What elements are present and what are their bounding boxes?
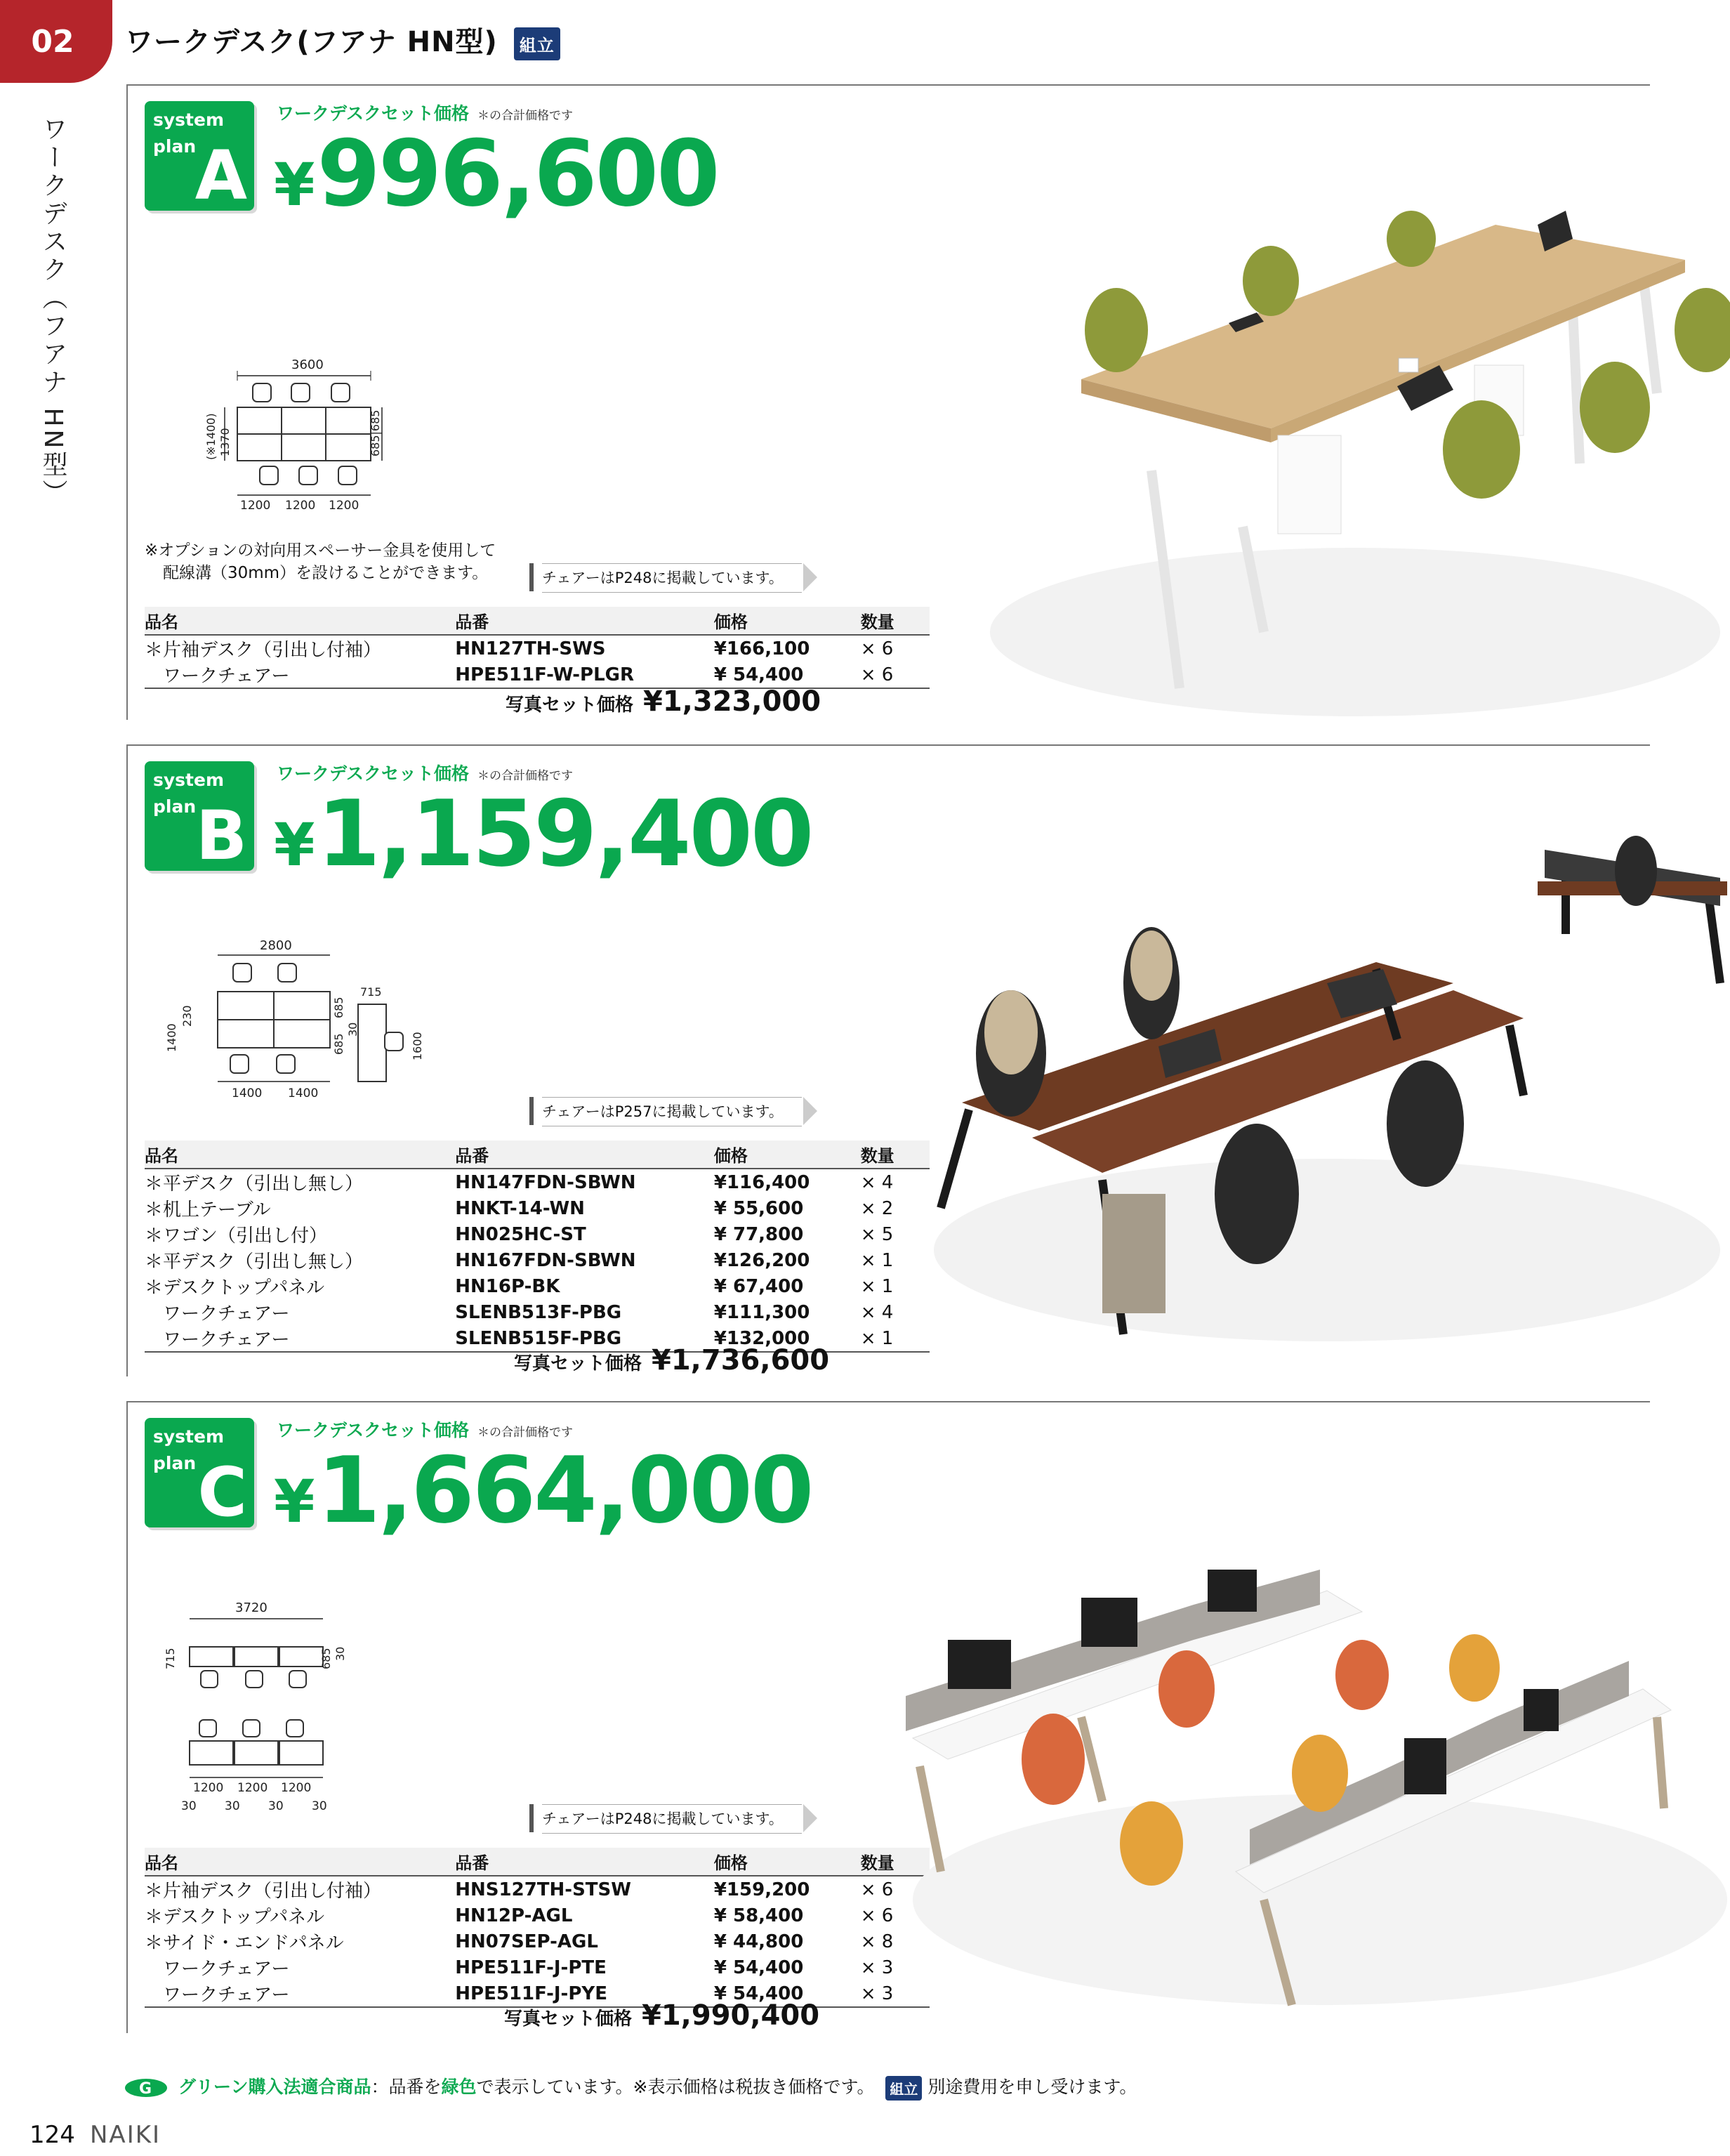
brand-name: NAIKI — [90, 2121, 161, 2149]
dim-module-2: 1200 — [237, 1781, 268, 1795]
plan-c-section — [126, 1401, 1650, 2033]
row-code: HPE511F-J-PYE — [455, 1980, 714, 2007]
row-name: ＊机上テーブル — [145, 1199, 271, 1221]
dim-module-1: 1200 — [193, 1781, 224, 1795]
row-code: SLENB513F-PBG — [455, 1301, 622, 1323]
dim-gap: 30 — [346, 1022, 359, 1037]
plan-c-divider — [126, 1401, 1650, 1402]
row-code: HPE511F-W-PLGR — [455, 662, 714, 688]
chair-note-text: チェアーはP257に掲載しています。 — [542, 1097, 802, 1126]
row-qty: × 6 — [860, 1905, 894, 1926]
page-number: 124 — [29, 2121, 75, 2149]
set-price-label: ワークデスクセット価格 — [277, 103, 470, 124]
dim-module-3: 1200 — [329, 499, 359, 513]
dim-table-width: 715 — [360, 985, 382, 999]
row-name: ワークチェアー — [145, 1303, 290, 1325]
chair-note — [529, 1097, 802, 1125]
row-price: ¥116,400 — [713, 1171, 810, 1193]
row-name: ＊片袖デスク（引出し付袖） — [145, 640, 381, 661]
dim-width: 3720 — [235, 1600, 268, 1615]
table-row — [145, 1247, 930, 1273]
system-label: system — [153, 1426, 225, 1447]
row-qty: × 3 — [860, 1957, 894, 1978]
chair-note — [529, 1804, 802, 1832]
row-name: ＊平デスク（引出し無し） — [145, 1174, 363, 1195]
plan-c-border — [126, 1401, 128, 2033]
plan-letter: A — [194, 136, 247, 215]
dim-depth-2: 1370 — [218, 428, 232, 456]
green-purchase-label: グリーン購入法適合商品 — [178, 2077, 371, 2097]
row-code: HN127TH-SWS — [455, 638, 606, 659]
col-name: 品名 — [145, 1141, 455, 1169]
product-photo-a — [948, 197, 1730, 744]
dim-gap: 30 — [334, 1646, 347, 1661]
photo-set-price — [504, 1999, 819, 2032]
plan-label: plan — [153, 1453, 197, 1473]
product-photo-c — [871, 1506, 1730, 2026]
row-qty: × 6 — [861, 662, 930, 688]
dim-depth-1: 1400 — [165, 1023, 178, 1052]
plan-letter: B — [195, 796, 247, 875]
footer-text-1: ：品番を — [371, 2077, 442, 2097]
row-qty: × 5 — [860, 1223, 894, 1245]
photo-set-label: 写真セット価格 — [514, 1353, 642, 1374]
row-code: HN147FDN-SBWN — [455, 1171, 636, 1193]
footer-assembly-badge: 組立 — [885, 2076, 922, 2101]
row-code: HN167FDN-SBWN — [455, 1249, 636, 1271]
table-row — [145, 1928, 930, 1954]
row-code: HN07SEP-AGL — [455, 1931, 598, 1952]
dim-module-1: 1200 — [240, 499, 271, 513]
dim-h1: 685 — [332, 997, 345, 1018]
col-qty: 数量 — [861, 1848, 930, 1876]
chair-note — [529, 563, 802, 591]
set-price-value: 996,600 — [317, 120, 718, 227]
dim-depth-2: 230 — [180, 1005, 194, 1027]
row-price: ¥166,100 — [713, 638, 810, 659]
row-name: ワークチェアー — [145, 1325, 455, 1352]
row-price: ¥ 58,400 — [713, 1905, 804, 1926]
set-price-label: ワークデスクセット価格 — [277, 763, 470, 784]
page-title — [125, 20, 560, 60]
table-row — [145, 1299, 930, 1325]
photo-set-price — [506, 685, 821, 718]
plan-label: plan — [153, 796, 197, 817]
row-qty: × 1 — [860, 1275, 894, 1297]
row-qty: × 4 — [860, 1171, 894, 1193]
system-label: system — [153, 770, 225, 790]
row-code: HNKT-14-WN — [455, 1197, 585, 1219]
row-code: HN025HC-ST — [455, 1223, 586, 1245]
plan-a-border — [126, 84, 128, 720]
page-title-text: ワークデスク(フアナ HN型) — [125, 26, 498, 58]
footer-note — [124, 2073, 1137, 2101]
layout-diagram-a — [147, 351, 386, 513]
photo-set-label: 写真セット価格 — [504, 2009, 633, 2030]
col-code: 品番 — [455, 1848, 714, 1876]
plan-b-badge — [145, 761, 254, 875]
row-qty: × 3 — [861, 1980, 930, 2007]
set-price-value: 1,664,000 — [317, 1437, 812, 1544]
dim-module-2: 1400 — [288, 1086, 319, 1100]
option-note — [145, 539, 496, 584]
row-price: ¥ 55,600 — [713, 1197, 804, 1219]
col-code: 品番 — [455, 1141, 714, 1169]
option-note-line-2: 配線溝（30mm）を設けることができます。 — [163, 564, 489, 582]
row-name: ＊平デスク（引出し無し） — [145, 1251, 363, 1273]
col-price: 価格 — [714, 607, 861, 635]
row-price: ¥159,200 — [713, 1879, 810, 1900]
row-price: ¥ 67,400 — [713, 1275, 804, 1297]
dim-height: 685 — [319, 1648, 333, 1669]
set-price-note: ＊の合計価格です — [477, 769, 573, 783]
row-code: HN12P-AGL — [455, 1905, 573, 1926]
dim-depth: 715 — [164, 1648, 177, 1669]
row-name: ＊デスクトップパネル — [145, 1277, 325, 1299]
table-row — [145, 1902, 930, 1928]
green-logo-icon — [124, 2077, 169, 2098]
row-code: HN16P-BK — [455, 1275, 560, 1297]
plan-a-section — [126, 84, 1650, 720]
row-name: ＊デスクトップパネル — [145, 1907, 325, 1928]
row-code: HPE511F-J-PTE — [455, 1957, 607, 1978]
dim-h2: 685 — [332, 1033, 345, 1055]
row-price: ¥ 54,400 — [713, 1957, 804, 1978]
footer-text-3: 別途費用を申し受けます。 — [922, 2077, 1137, 2097]
col-price: 価格 — [714, 1848, 861, 1876]
row-price: ¥ 44,800 — [713, 1931, 804, 1952]
layout-diagram-c — [140, 1591, 393, 1829]
table-row — [145, 1221, 930, 1247]
table-row — [145, 1954, 930, 1980]
parts-table-c — [145, 1848, 930, 2008]
col-name: 品名 — [145, 607, 455, 635]
col-code: 品番 — [455, 607, 714, 635]
option-note-line-1: ※オプションの対向用スペーサー金具を使用して — [145, 541, 496, 560]
chapter-number: 02 — [31, 23, 74, 60]
side-label: ワークデスク（フアナ HN型） — [39, 116, 67, 508]
table-row — [145, 635, 930, 662]
footer-text-2: で表示しています。※表示価格は税抜き価格です。 — [476, 2077, 875, 2097]
row-code: SLENB515F-PBG — [455, 1325, 714, 1352]
plan-b-border — [126, 744, 128, 1376]
set-price-value: 1,159,400 — [317, 780, 812, 887]
photo-set-value-text: ¥1,323,000 — [643, 685, 821, 718]
row-qty: × 6 — [860, 1879, 894, 1900]
row-name: ＊片袖デスク（引出し付袖） — [145, 1881, 381, 1902]
table-row — [145, 1876, 930, 1902]
set-price: ¥1,664,000 — [274, 1437, 812, 1544]
set-price-note: ＊の合計価格です — [477, 1426, 573, 1440]
row-qty: × 4 — [860, 1301, 894, 1323]
photo-set-price — [514, 1344, 829, 1376]
row-price: ¥ 54,400 — [714, 662, 861, 688]
photo-set-label: 写真セット価格 — [506, 695, 634, 716]
system-label: system — [153, 110, 225, 130]
row-price: ¥132,000 — [714, 1325, 861, 1352]
col-name: 品名 — [145, 1848, 455, 1876]
parts-table-b — [145, 1141, 930, 1353]
svg-text:G: G — [139, 2080, 152, 2098]
row-name: ワークチェアー — [145, 1980, 455, 2007]
product-photo-b — [892, 801, 1730, 1376]
dim-height: 685|685 — [369, 409, 382, 456]
chapter-tab — [0, 0, 112, 83]
dim-spacer-2: 30 — [225, 1799, 240, 1813]
plan-b-section — [126, 744, 1650, 1376]
dim-spacer-4: 30 — [312, 1799, 327, 1813]
dim-width: 3600 — [291, 357, 324, 372]
row-price: ¥126,200 — [713, 1249, 810, 1271]
table-row — [145, 1169, 930, 1195]
row-price: ¥ 54,400 — [714, 1980, 861, 2007]
set-price: ¥996,600 — [274, 120, 718, 227]
row-qty: × 8 — [860, 1931, 894, 1952]
dim-module-3: 1200 — [281, 1781, 312, 1795]
plan-letter: C — [197, 1453, 247, 1532]
row-name: ＊サイド・エンドパネル — [145, 1933, 344, 1954]
photo-set-value: ¥1,736,600 — [652, 1344, 830, 1376]
plan-label: plan — [153, 136, 197, 157]
plan-b-divider — [126, 744, 1650, 746]
dim-width: 2800 — [260, 938, 292, 953]
chair-note-text: チェアーはP248に掲載しています。 — [542, 1804, 802, 1834]
plan-c-badge — [145, 1418, 254, 1532]
row-code: HNS127TH-STSW — [455, 1879, 631, 1900]
photo-set-value: ¥1,990,400 — [642, 1999, 820, 2032]
chair-note-text: チェアーはP248に掲載しています。 — [542, 563, 802, 593]
table-row — [145, 1273, 930, 1299]
row-qty: × 1 — [861, 1325, 930, 1352]
dim-table-depth: 1600 — [411, 1032, 424, 1060]
dim-spacer-1: 30 — [181, 1799, 197, 1813]
col-qty: 数量 — [861, 1141, 930, 1169]
row-name: ワークチェアー — [145, 662, 455, 688]
table-row — [145, 662, 930, 688]
dim-spacer-3: 30 — [268, 1799, 284, 1813]
col-price: 価格 — [714, 1141, 861, 1169]
row-name: ＊ワゴン（引出し付） — [145, 1225, 328, 1247]
dim-module-2: 1200 — [285, 499, 316, 513]
row-qty: × 1 — [860, 1249, 894, 1271]
dim-module-1: 1400 — [232, 1086, 263, 1100]
set-price: ¥1,159,400 — [274, 780, 812, 887]
row-qty: × 2 — [860, 1197, 894, 1219]
set-price-note: ＊の合計価格です — [477, 109, 573, 123]
dim-depth-1: (※1400) — [204, 413, 218, 460]
plan-a-divider — [126, 84, 1650, 86]
plan-a-badge — [145, 101, 254, 215]
col-qty: 数量 — [861, 607, 930, 635]
row-name: ワークチェアー — [145, 1959, 290, 1980]
row-price: ¥111,300 — [713, 1301, 810, 1323]
row-qty: × 6 — [860, 638, 894, 659]
assembly-badge: 組立 — [514, 27, 560, 60]
row-price: ¥ 77,800 — [713, 1223, 804, 1245]
set-price-label: ワークデスクセット価格 — [277, 1420, 470, 1440]
parts-table-a — [145, 607, 930, 689]
footer-green-word: 緑色 — [441, 2077, 477, 2097]
table-row — [145, 1195, 930, 1221]
